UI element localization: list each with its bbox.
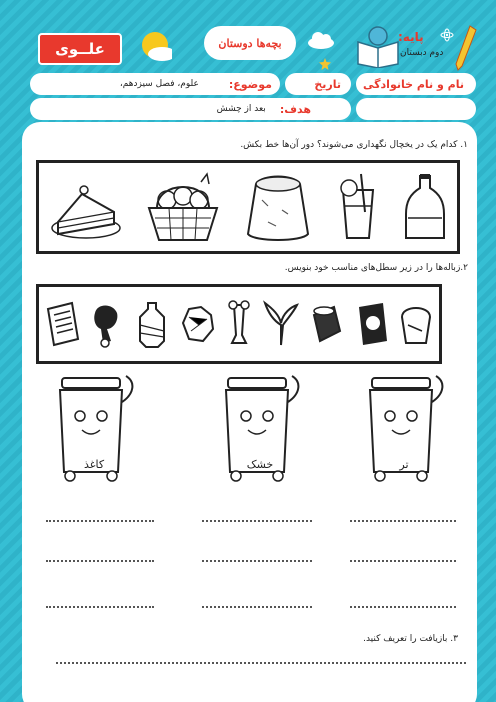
subject-field[interactable] [30,73,280,95]
family-name-label: نام و نام خانوادگی [363,77,464,91]
newspaper-icon[interactable] [42,299,82,349]
book-icon [354,24,402,68]
answer-line[interactable] [46,560,154,562]
pencil-icon [452,24,478,72]
can-icon[interactable] [306,299,346,349]
question-2: ۲.زباله‌ها را در زیر سطل‌های مناسب خود بنویس. [284,263,468,273]
banana-peel-icon[interactable] [261,299,301,349]
crumpled-paper-icon[interactable] [177,299,217,349]
waste-bin-wet[interactable] [356,372,452,484]
bone-icon[interactable] [222,299,256,349]
answer-line[interactable] [350,606,456,608]
fruit-basket-icon[interactable] [143,170,223,244]
brand-banner [204,26,296,60]
subject-value: علوم، فصل سیزدهم، [119,79,199,89]
bin-label-dry: خشک [246,458,274,471]
goal-field[interactable] [30,98,351,120]
waste-bin-paper[interactable] [46,372,142,484]
extra-field[interactable] [356,98,476,120]
bread-icon[interactable] [396,299,436,349]
pizza-box-icon[interactable] [351,299,391,349]
cloud-icon [306,30,336,50]
question-3: ۳. بازیافت را تعریف کنید. [363,634,458,644]
family-name-field[interactable] [356,73,476,95]
answer-line[interactable] [56,662,466,664]
answer-line[interactable] [350,560,456,562]
waste-bin-dry[interactable] [212,372,308,484]
plastic-bottle-icon[interactable] [132,299,172,349]
juice-glass-icon[interactable] [333,172,383,242]
grade-label: پایه: [398,30,424,44]
waste-items-box [36,284,442,364]
flour-sack-icon[interactable] [242,170,314,244]
answer-line[interactable] [350,520,456,522]
chicken-leg-icon[interactable] [87,299,127,349]
answer-line[interactable] [46,606,154,608]
subject-label: موضوع: [228,77,272,91]
brand-script: بچه‌ها دوستان [218,36,282,50]
goal-value: بعد از چشش [216,104,266,114]
bin-label-wet: تر [399,458,409,471]
bin-label-paper: کاغذ [83,458,105,471]
logo-text: علــوی [55,40,105,58]
answer-line[interactable] [46,520,154,522]
goal-label: هدف: [279,102,311,116]
star-icon [319,58,331,70]
sun-icon [138,28,172,62]
grade-value: دوم دبستان [400,48,444,58]
date-field[interactable] [285,73,351,95]
answer-line[interactable] [202,520,312,522]
question-1: ۱. کدام یک در یخچال نگهداری می‌شوند؟ دور آن‌ها خط بکش. [240,140,468,150]
date-label: تاریخ [314,77,341,91]
answer-line[interactable] [202,606,312,608]
oil-bottle-icon[interactable] [402,172,448,242]
cake-icon[interactable] [48,172,124,242]
brand-logo [38,33,122,65]
fridge-items-box [36,160,460,254]
answer-line[interactable] [202,560,312,562]
